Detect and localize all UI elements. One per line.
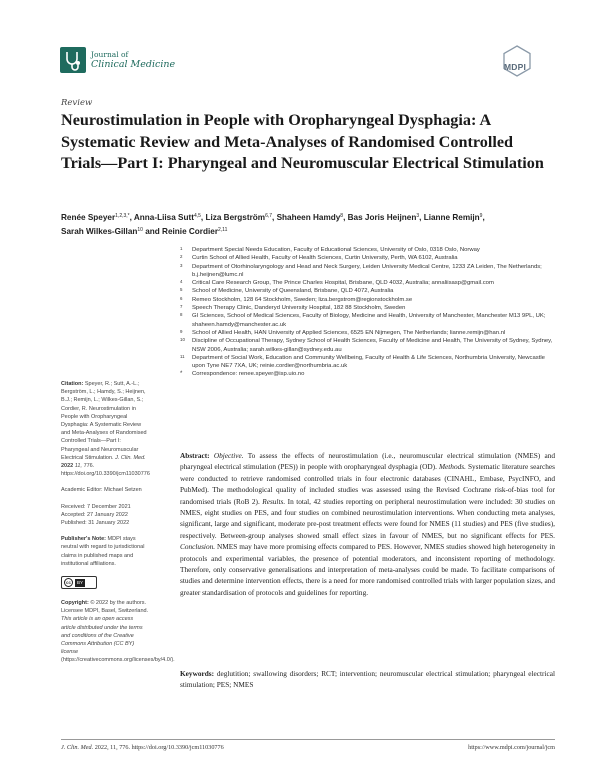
affiliation-item: 9 School of Allied Health, HAN University of Applied Sciences, 6525 EN Nijmegen, The Netherlands; lianne.remijn@han.nl xyxy=(180,328,506,336)
author[interactable]: Renée Speyer$^{1,2,3,*}$ xyxy=(61,213,130,222)
mdpi-hex-icon xyxy=(500,44,534,78)
correspondence: * Correspondence: renee.speyer@isp.uio.no xyxy=(180,371,305,378)
affiliation-item: 10 Discipline of Occupational Therapy, Sydney School of Health Sciences, Faculty of Medicine and Health, The University of Sydney, Sydney, NSW 2006, Australia; sarah.wilkes-gillan@sydney.edu.au xyxy=(180,337,553,353)
affiliation-item: 3 Department of Otorhinolaryngology and Head and Neck Surgery, Leiden University Medical Centre, 1233 ZA Leiden, The Netherlands; b.j.heijnen@lumc.nl xyxy=(180,262,542,278)
footer-doi-link[interactable]: 11, 776. https://doi.org/10.3390/jcm11030776 xyxy=(110,744,224,751)
author[interactable]: Lianne Remijn$^9$ xyxy=(423,213,483,222)
footer-citation: J. Clin. Med. 2022, 11, 776. https://doi.org/10.3390/jcm11030776 xyxy=(61,744,224,751)
article-title: Neurostimulation in People with Oropharyngeal Dysphagia: A Systematic Review and Meta-Analyses of Randomised Controlled Trials—Part I: Pharyngeal and Neuromuscular Electrical Stimulation xyxy=(61,111,544,172)
affiliation-item: 1 Department Special Needs Education, Faculty of Educational Sciences, University of Oslo, 0318 Oslo, Norway xyxy=(180,246,480,253)
footer-journal-url[interactable]: https://www.mdpi.com/journal/jcm xyxy=(468,744,555,751)
stethoscope-icon xyxy=(60,47,86,73)
footer-divider xyxy=(61,739,555,740)
author[interactable]: Sarah Wilkes-Gillan$^{10}$ xyxy=(61,227,143,236)
accepted-date: Accepted: 27 January 2022 xyxy=(61,511,128,518)
affiliation-item: 5 School of Medicine, University of Queensland, Brisbane, QLD 4072, Australia xyxy=(180,287,394,295)
affiliation-list xyxy=(180,246,555,379)
citation-block: Citation: Speyer, R.; Sutt, A.-L.; Bergström, L.; Hamdy, S.; Heijnen, B.J.; Remijn, L.; Wilkes-Gillan, S.; Cordier, R. Neurostimulation in People with Oropharyngeal Dysphagia: A Systematic Review and Meta-Analyses of Randomised Controlled Trials—Part I: Pharyngeal and Neuromuscular Electrical Stimulation. J. Clin. Med. 2022 11, 776. https://doi.org/10.3390/jcm11030776 xyxy=(61,381,150,478)
affiliation-item: 4 Critical Care Research Group, The Prince Charles Hospital, Brisbane, QLD 4032, Australia; annaliisasp@gmail.com xyxy=(180,279,494,287)
journal-name-line2: Clinical Medicine xyxy=(91,59,176,70)
author[interactable]: Anna-Liisa Sutt$^{4,5}$ xyxy=(133,213,201,222)
author[interactable]: Bas Joris Heijnen$^3$ xyxy=(347,213,420,222)
journal-logo[interactable] xyxy=(60,47,230,87)
affiliation-item: 2 Curtin School of Allied Health, Faculty of Health Sciences, Curtin University, Perth, WA 6102, Australia xyxy=(180,254,458,262)
affiliation-item: 7 Speech Therapy Clinic, Danderyd University Hospital, 182 88 Stockholm, Sweden xyxy=(180,304,406,312)
cc-by-label: BY xyxy=(77,579,84,585)
dates-block xyxy=(61,503,149,528)
citation-doi-link[interactable]: 776. https://doi.org/10.3390/jcm11030776 xyxy=(61,463,150,478)
mdpi-label: MDPI xyxy=(504,62,527,72)
copyright-block: Copyright: © 2022 by the authors. Licensee MDPI, Basel, Switzerland. This article is an open access article distributed under the terms and conditions of the Creative Commons Attribution (CC BY) license (https://creativecommons.org/licenses/by/4.0/). xyxy=(61,600,175,664)
journal-name xyxy=(91,50,175,70)
cc-license-badge[interactable] xyxy=(61,576,97,589)
author-list: Renée Speyer$^{1,2,3,*}$, Anna-Liisa Sutt$^{4,5}$, Liza Bergström$^{6,7}$, Shaheen Hamdy$^8$, Bas Joris Heijnen$^3$, Lianne Remijn$^9$, Sarah Wilkes-Gillan$^{10}$ and Reinie Cordier$^{2,11}$ xyxy=(61,213,485,236)
affiliation-item: 6 Remeo Stockholm, 128 64 Stockholm, Sweden; liza.bergstrom@regionstockholm.se xyxy=(180,295,413,303)
author[interactable]: Shaheen Hamdy$^8$ xyxy=(276,213,344,222)
abstract: Abstract: Objective. To assess the effects of neurostimulation (i.e., neuromuscular electrical stimulation (NMES) and pharyngeal electrical stimulation (PES)) in people with oropharyngeal dysphagia (OD). Methods. Systematic literature searches were conducted to retrieve randomised controlled trials in four electronic databases (CINAHL, Embase, PsycINFO, and PubMed). The methodological quality of included studies was assessed using the Revised Cochrane risk-of-bias tool for randomised trials (RoB 2). Results. In total, 42 studies reporting on peripheral neurostimulation were included: 30 studies on NMES, eight studies on PES, and four studies on combined neurostimulation interventions. When conducting meta analyses, significant, large and significant, moderate pre-post treatment effects were found for NMES (11 studies) and PES (five studies), respectively. Between-group analyses showed small effect sizes in favour of NMES, but no significant effects for PES. Conclusion. NMES may have more promising effects compared to PES. However, NMES studies showed high heterogeneity in protocols and experimental variables, the presence of potential moderators, and inconsistent reporting of methodology. Therefore, only conservative generalisations and interpretation of meta-analyses could be made. To facilitate comparisons of studies and determine intervention effects, there is a need for more randomised controlled trials with larger population sizes, and greater standardisation of protocols and guidelines for reporting. xyxy=(180,451,556,597)
mdpi-logo[interactable] xyxy=(500,44,534,78)
journal-name-line1: Journal of xyxy=(91,50,129,59)
author[interactable]: Reinie Cordier$^{2,11}$ xyxy=(162,227,228,236)
author[interactable]: Liza Bergström$^{6,7}$ xyxy=(205,213,273,222)
keywords: Keywords: deglutition; swallowing disorders; RCT; intervention; neuromuscular electrical stimulation; pharyngeal electrical stimulation; PES; NMES xyxy=(180,669,555,690)
academic-editor: Academic Editor: Michael Setzen xyxy=(61,487,142,494)
cc-icon: cc xyxy=(65,580,71,586)
affiliation-item: 8 GI Sciences, School of Medical Sciences, Faculty of Biology, Medicine and Health, University of Manchester, Manchester M13 9PL, UK; shaheen.hamdy@manchester.ac.uk xyxy=(180,312,546,328)
published-date: Published: 31 January 2022 xyxy=(61,520,130,527)
affiliation-item: 11 Department of Social Work, Education and Community Wellbeing, Faculty of Health & Life Sciences, Northumbria University, Newcastle upon Tyne NE7 7XA, UK; reinie.cordier@northumbria.ac.uk xyxy=(180,353,545,370)
license-link[interactable]: (https://creativecommons.org/licenses/by/4.0/). xyxy=(61,657,175,664)
article-sidebar xyxy=(61,380,175,673)
publisher-note: Publisher's Note: MDPI stays neutral with regard to jurisdictional claims in published maps and institutional affiliations. xyxy=(61,536,145,567)
article-type: Review xyxy=(61,98,93,108)
received-date: Received: 7 December 2021 xyxy=(61,503,131,510)
